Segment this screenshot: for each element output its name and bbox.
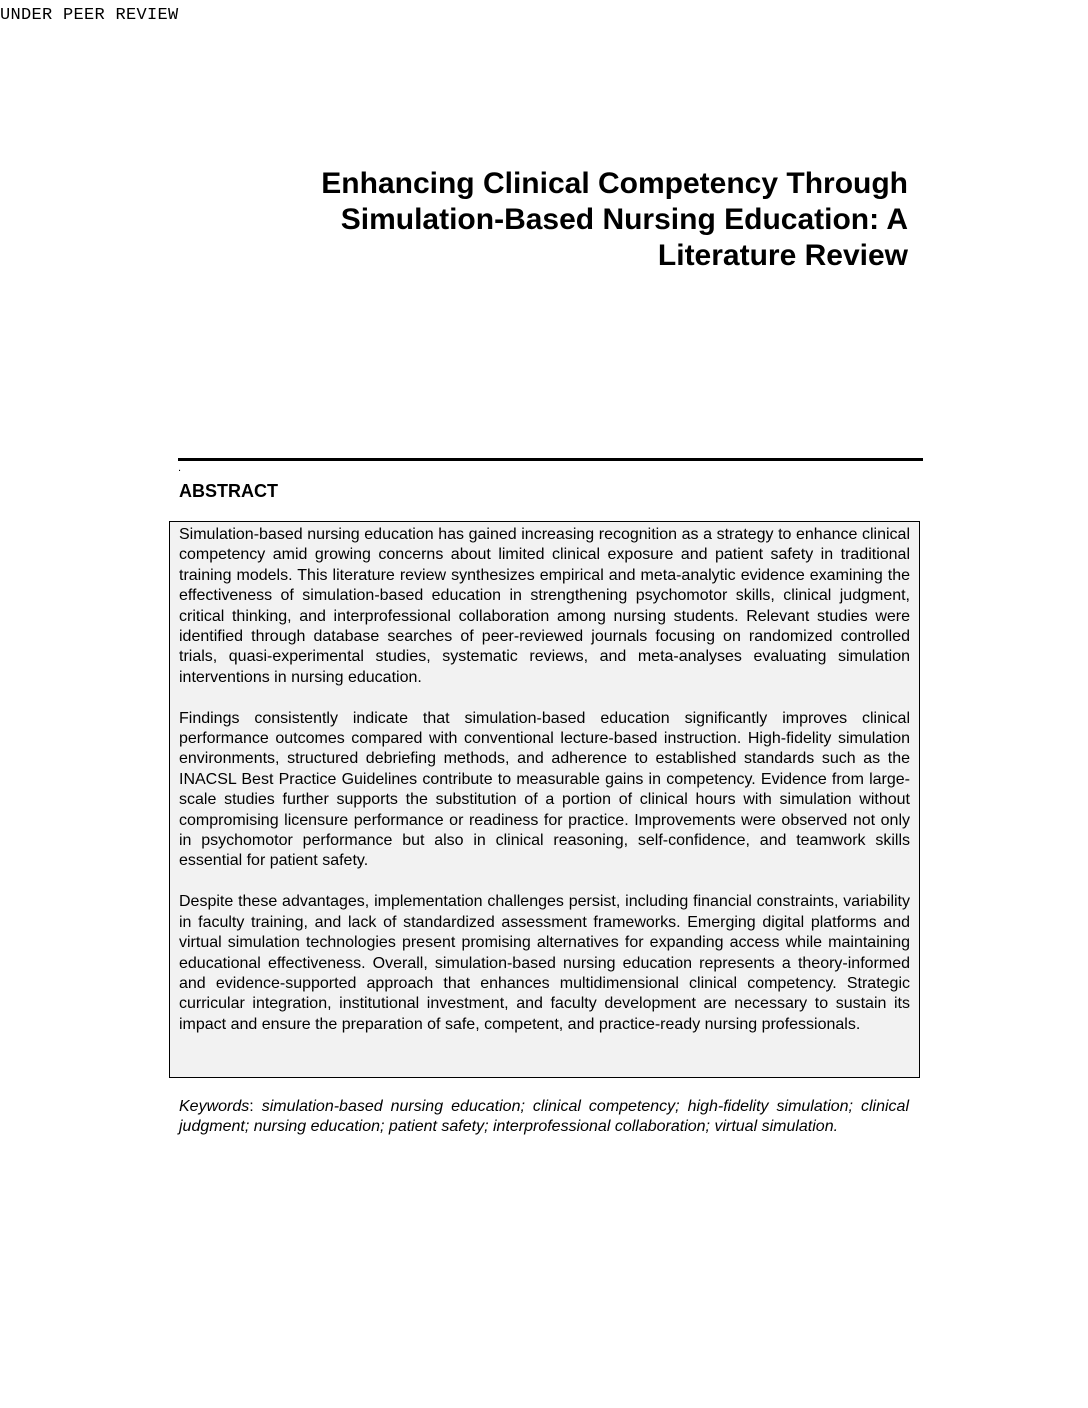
title-divider: [178, 458, 923, 461]
paper-title: Enhancing Clinical Competency Through Simulation-Based Nursing Education: A Literature Review: [321, 167, 908, 272]
abstract-paragraph-1: Simulation-based nursing education has gained increasing recognition as a strategy to enhance clinical competency amid growing concerns about limited clinical exposure and patient safety in traditional training models. This literature review synthesizes empirical and meta-analytic evidence examining the effectiveness of simulation-based education in strengthening psychomotor skills, clinical judgment, critical thinking, and interprofessional collaboration among nursing students. Relevant studies were identified through database searches of peer-reviewed journals focusing on randomized controlled trials, quasi-experimental studies, systematic reviews, and meta-analyses evaluating simulation interventions in nursing education.: [179, 526, 910, 686]
keywords-label: Keywords: [179, 1098, 250, 1115]
keywords-separator: :: [249, 1098, 262, 1115]
peer-review-watermark: UNDER PEER REVIEW: [0, 6, 179, 25]
section-marker: .: [178, 462, 182, 474]
abstract-paragraph-3: Despite these advantages, implementation challenges persist, including financial constraints, variability in faculty training, and lack of standardized assessment frameworks. Emerging digital platforms and virtual simulation technologies present promising alternatives for expanding access while maintaining educational effectiveness. Overall, simulation-based nursing education represents a theory-informed and evidence-supported approach that enhances multidimensional clinical competency. Strategic curricular integration, institutional investment, and faculty development are necessary to sustain its impact and ensure the preparation of safe, competent, and practice-ready nursing professionals.: [179, 893, 910, 1033]
keywords: [179, 1097, 909, 1138]
abstract-heading: ABSTRACT: [179, 481, 278, 501]
keywords-text: simulation-based nursing education; clinical competency; high-fidelity simulation; clinical judgment; nursing education; patient safety; interprofessional collaboration; virtual simulation.: [179, 1098, 910, 1136]
abstract-box: [169, 521, 920, 1078]
abstract-paragraph-2: Findings consistently indicate that simulation-based education significantly improves clinical performance outcomes compared with conventional lecture-based instruction. High-fidelity simulation environments, structured debriefing methods, and adherence to established standards such as the INACSL Best Practice Guidelines contribute to measurable gains in competency. Evidence from large-scale studies further supports the substitution of a portion of clinical hours with simulation without compromising licensure performance or readiness for practice. Improvements were observed not only in psychomotor performance but also in clinical reasoning, self-confidence, and teamwork skills essential for patient safety.: [179, 709, 910, 870]
